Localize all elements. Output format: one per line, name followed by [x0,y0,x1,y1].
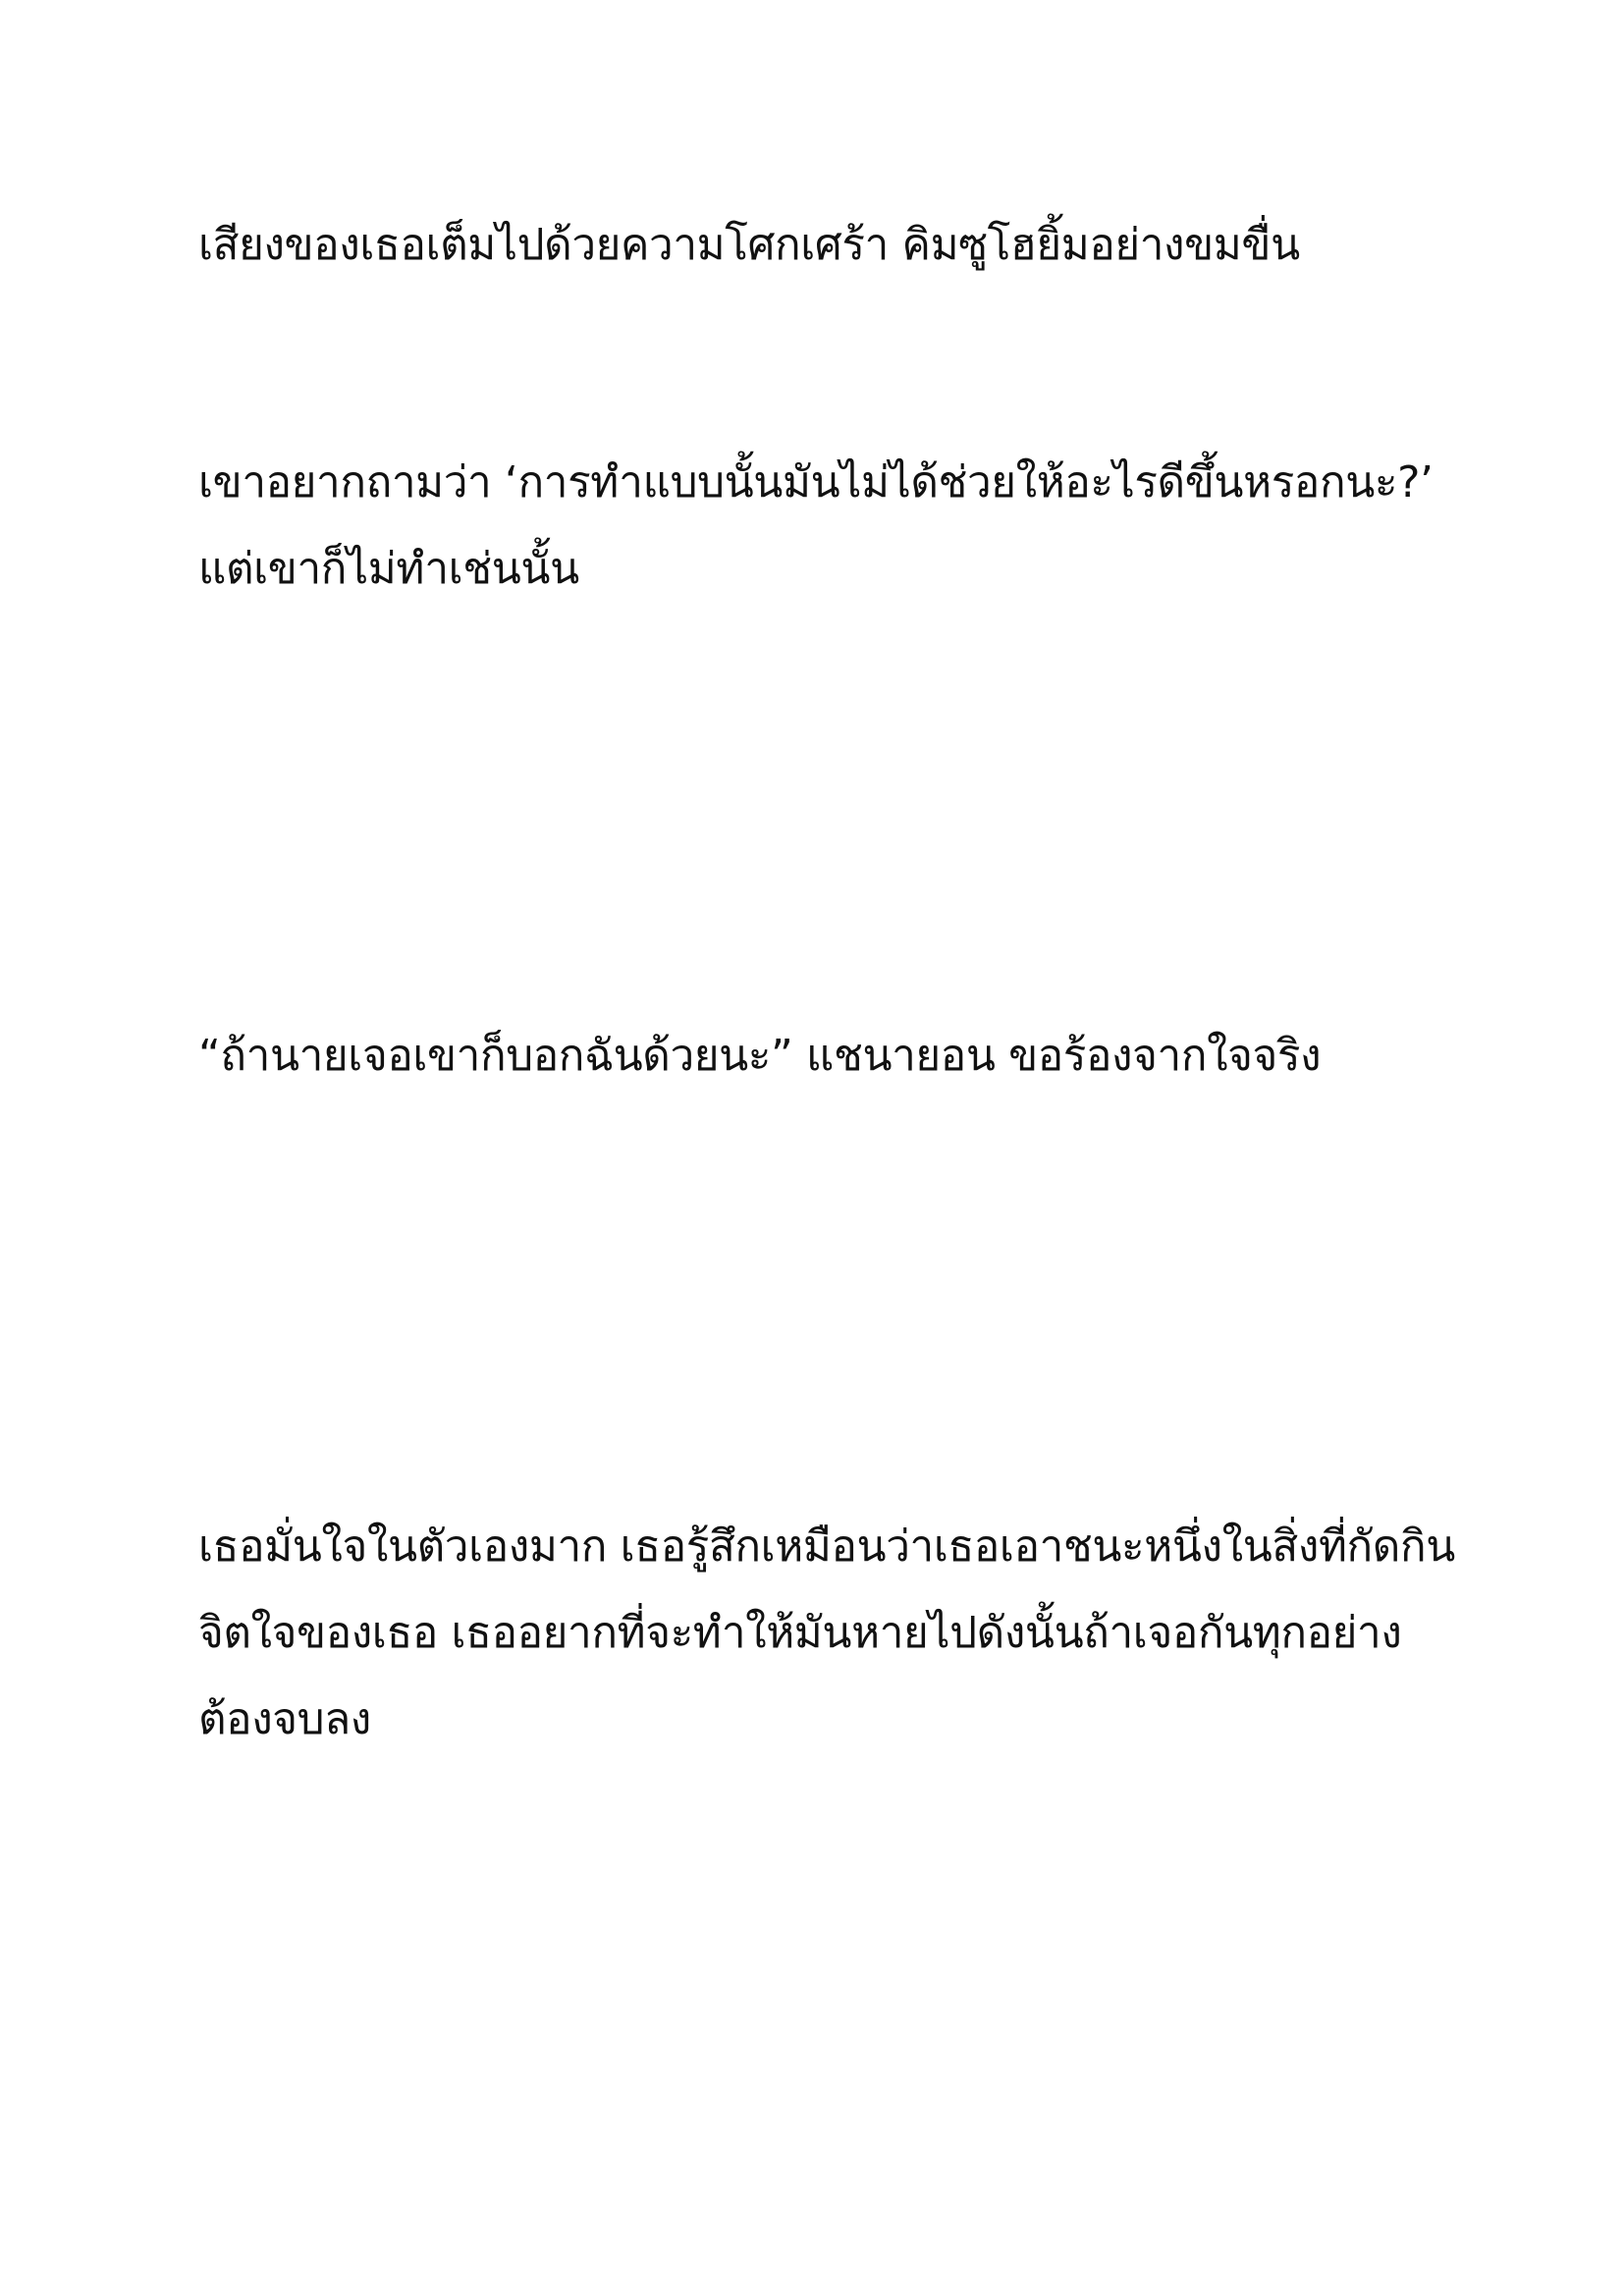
paragraph-line: เธอมั่นใจในตัวเองมาก เธอรู้สึกเหมือนว่าเธอเอาชนะหนึ่งในสิ่งที่กัดกิน [198,1522,1455,1572]
paragraph-1 [198,202,1475,289]
paragraph-line: “ถ้านายเจอเขาก็บอกฉันด้วยนะ” แชนายอน ขอร้องจากใจจริง [198,1031,1322,1081]
paragraph-line: จิตใจของเธอ เธออยากที่จะทำให้มันหายไปดังนั้นถ้าเจอกันทุกอย่าง [198,1608,1402,1658]
paragraph-line: แต่เขาก็ไม่ทำเช่นนั้น [198,544,579,594]
paragraph-line: ต้องจบลง [198,1694,371,1744]
paragraph-line: เขาอยากถามว่า ‘การทำแบบนั้นมันไม่ได้ช่วยให้อะไรดีขึ้นหรอกนะ?’ [198,457,1434,507]
paragraph-3 [198,1013,1475,1099]
paragraph-4 [198,1504,1475,1763]
paragraph-line: เสียงของเธอเต็มไปด้วยความโศกเศร้า คิมซูโฮยิ้มอย่างขมขื่น [198,220,1300,270]
paragraph-2 [198,440,1475,613]
